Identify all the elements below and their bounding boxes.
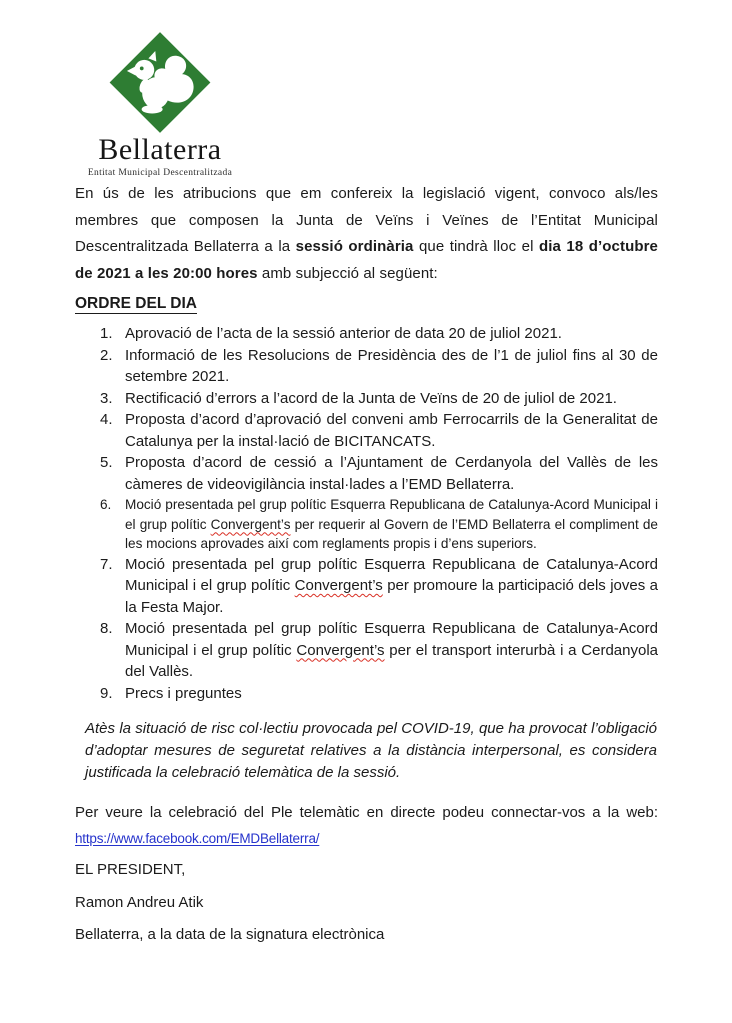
signature-place: Bellaterra, a la data de la signatura electrònica <box>75 926 385 943</box>
agenda-item-text: Rectificació d’errors a l’acord de la Junta de Veïns de 20 de juliol de 2021. <box>125 389 617 407</box>
agenda-item-number: 5. <box>100 454 113 471</box>
intro-paragraph: En ús de les atribucions que em confereix la legislació vigent, convoco als/les membres que composen la Junta de Veïns i Veïnes de l’Entitat Municipal Descentralitzada Bellaterra a la sessió ordinària que tindrà lloc el dia 18 d’octubre de 2021 a les 20:00 hores amb subjecció al següent: <box>75 185 658 282</box>
logo-subtitle: Entitat Municipal Descentralitzada <box>87 168 233 178</box>
document-body <box>75 181 658 945</box>
agenda-item-number: 8. <box>100 620 113 637</box>
agenda-item <box>75 495 658 554</box>
agenda-heading: ORDRE DEL DIA <box>75 295 198 312</box>
agenda-item-text: Moció presentada pel grup polític Esquerra Republicana de Catalunya-Acord Municipal i el grup polític Convergent’s per requerir al Govern de l’EMD Bellaterra el compliment de les mocions aprovades així com reglaments propis i d’ens superiors. <box>125 497 658 551</box>
facebook-link[interactable]: https://www.facebook.com/EMDBellaterra/ <box>75 831 320 846</box>
agenda-item <box>75 618 658 683</box>
agenda-item-number: 2. <box>100 346 113 364</box>
agenda-item-number: 3. <box>100 389 113 407</box>
bellaterra-logo <box>75 30 245 179</box>
signature-role: EL PRESIDENT, <box>75 861 186 878</box>
agenda-item <box>75 409 658 452</box>
agenda-item-text: Proposta d’acord d’aprovació del conveni amb Ferrocarrils de la Generalitat de Catalunya per la instal·lació de BICITANCATS. <box>125 411 658 450</box>
squirrel-logo-icon <box>105 30 215 135</box>
agenda-item <box>75 452 658 495</box>
agenda-item <box>75 345 658 388</box>
agenda-list <box>75 323 658 704</box>
logo-wordmark: Bellaterra <box>98 133 222 166</box>
agenda-item <box>75 554 658 619</box>
covid-note: Atès la situació de risc col·lectiu provocada pel COVID-19, que ha provocat l’obligació d’adoptar mesures de seguretat relatives a la distància interpersonal, es considera justificada la celebració telemàtica de la sessió. <box>85 720 657 781</box>
agenda-item <box>75 323 658 345</box>
agenda-item-number: 9. <box>100 684 113 702</box>
agenda-item <box>75 683 658 705</box>
webcast-paragraph <box>75 800 658 852</box>
agenda-item-text: Proposta d’acord de cessió a l’Ajuntament de Cerdanyola del Vallès de les càmeres de videovigilància instal·lades a l’EMD Bellaterra. <box>125 454 658 493</box>
agenda-item-number: 7. <box>100 555 113 573</box>
agenda-item-number: 6. <box>100 497 112 512</box>
agenda-item-text: Moció presentada pel grup polític Esquerra Republicana de Catalunya-Acord Municipal i el grup polític Convergent’s per promoure la participació dels joves a la Festa Major. <box>125 555 658 616</box>
webcast-text: Per veure la celebració del Ple telemàtic en directe podeu connectar-vos a la web: <box>75 804 658 821</box>
signature-name: Ramon Andreu Atik <box>75 894 204 911</box>
agenda-item-text: Aprovació de l’acta de la sessió anterior de data 20 de juliol 2021. <box>125 325 562 342</box>
agenda-item-text: Precs i preguntes <box>125 684 242 702</box>
agenda-item-number: 1. <box>100 325 113 342</box>
agenda-item-number: 4. <box>100 411 113 428</box>
agenda-item <box>75 388 658 410</box>
agenda-item-text: Moció presentada pel grup polític Esquerra Republicana de Catalunya-Acord Municipal i el grup polític Convergent’s per el transport interurbà i a Cerdanyola del Vallès. <box>125 620 658 680</box>
agenda-item-text: Informació de les Resolucions de Presidència des de l’1 de juliol fins al 30 de setembre 2021. <box>125 346 658 385</box>
